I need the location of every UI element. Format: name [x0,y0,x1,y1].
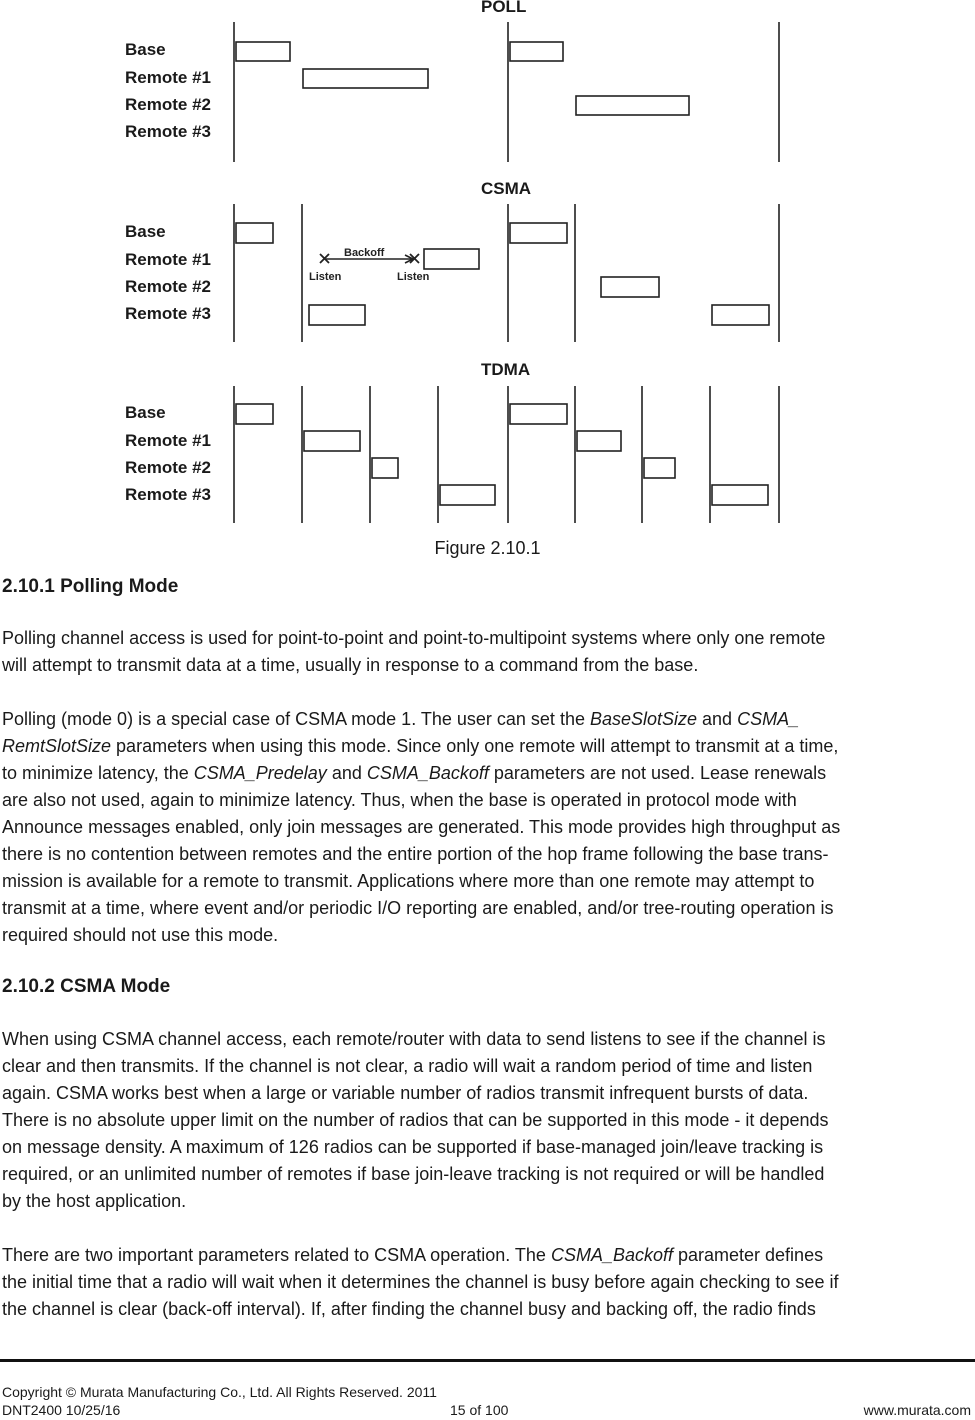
csma-label-remote2: Remote #2 [125,277,211,296]
tdma-slot-remote3 [440,485,495,505]
text-line: Polling (mode 0) is a special case of CSMA mode 1. The user can set the BaseSlotSize and CSMA_ [2,709,800,729]
timing-diagram-graphics [0,0,975,530]
text-line: the channel is clear (back-off interval). If, after finding the channel busy and backing off, the radio finds [2,1299,816,1319]
polling-paragraph-1 [2,625,972,679]
footer-url[interactable]: www.murata.com [863,1402,971,1418]
text-line: the initial time that a radio will wait when it determines the channel is busy before again checking to see if [2,1272,839,1292]
tdma-slot-remote3 [712,485,768,505]
poll-label-remote1: Remote #1 [125,68,211,87]
csma-label-base: Base [125,222,166,241]
text-line: there is no contention between remotes and the entire portion of the hop frame following the base trans- [2,844,829,864]
poll-title: POLL [481,0,527,16]
text-line: There is no absolute upper limit on the number of radios that can be supported in this mode - it depends [2,1110,829,1130]
text-line: will attempt to transmit data at a time, usually in response to a command from the base. [2,655,699,675]
poll-slot-remote2 [576,96,689,115]
csma-slot-remote1 [424,249,479,269]
csma-paragraph-1 [2,1026,972,1215]
listen-label-1: Listen [309,271,342,283]
text-line: mission is available for a remote to transmit. Applications where more than one remote may attempt to [2,871,815,891]
csma-label-remote1: Remote #1 [125,250,211,269]
section-heading-polling: 2.10.1 Polling Mode [2,576,179,597]
poll-slot-remote1 [303,69,428,88]
poll-label-remote3: Remote #3 [125,122,211,141]
csma-slot-remote2 [601,277,659,297]
text-line: are also not used, again to minimize latency. Thus, when the base is operated in protocol mode with [2,790,797,810]
tdma-slot-base [510,404,567,424]
csma-slot-base [236,223,273,243]
tdma-label-remote3: Remote #3 [125,485,211,504]
footer-page-number: 15 of 100 [450,1402,509,1418]
timing-figure [0,0,975,530]
poll-slot-base [510,42,563,61]
poll-label-base: Base [125,40,166,59]
text-line: RemtSlotSize parameters when using this mode. Since only one remote will attempt to transmit at a time, [2,736,839,756]
tdma-label-remote1: Remote #1 [125,431,211,450]
figure-caption: Figure 2.10.1 [434,538,541,558]
polling-paragraph-2 [2,706,972,949]
text-line: There are two important parameters related to CSMA operation. The CSMA_Backoff parameter defines [2,1245,824,1265]
tdma-slot-remote1 [304,431,360,451]
csma-slot-remote3 [712,305,769,325]
text-line: Announce messages enabled, only join messages are generated. This mode provides high throughput as [2,817,841,837]
tdma-label-remote2: Remote #2 [125,458,211,477]
tdma-slot-remote1 [577,431,621,451]
text-line: When using CSMA channel access, each remote/router with data to send listens to see if the channel is [2,1029,826,1049]
csma-slot-remote3 [309,305,365,325]
text-line: again. CSMA works best when a large or variable number of radios transmit infrequent bursts of data. [2,1083,809,1103]
tdma-title: TDMA [481,360,531,379]
text-line: by the host application. [2,1191,187,1211]
poll-label-remote2: Remote #2 [125,95,211,114]
csma-title: CSMA [481,179,532,198]
tdma-label-base: Base [125,403,166,422]
tdma-slot-base [236,404,273,424]
footer-copyright: Copyright © Murata Manufacturing Co., Ltd. All Rights Reserved. 2011 [2,1384,437,1400]
poll-slot-base [236,42,290,61]
text-line: clear and then transmits. If the channel is not clear, a radio will wait a random period of time and listen [2,1056,813,1076]
csma-slot-base [510,223,567,243]
csma-paragraph-2 [2,1242,972,1323]
listen-label-2: Listen [397,271,430,283]
tdma-slot-remote2 [372,458,398,478]
footer-doc-id: DNT2400 10/25/16 [2,1402,121,1418]
text-line: required, or an unlimited number of remotes if base join-leave tracking is not required or will be handled [2,1164,825,1184]
tdma-slot-remote2 [644,458,675,478]
footer-rule [0,1359,975,1362]
section-heading-csma: 2.10.2 CSMA Mode [2,976,171,997]
text-line: required should not use this mode. [2,925,279,945]
backoff-label: Backoff [344,247,385,259]
text-line: transmit at a time, where event and/or periodic I/O reporting are enabled, and/or tree-routing operation is [2,898,834,918]
text-line: on message density. A maximum of 126 radios can be supported if base-managed join/leave tracking is [2,1137,824,1157]
text-line: Polling channel access is used for point-to-point and point-to-multipoint systems where only one remote [2,628,826,648]
csma-label-remote3: Remote #3 [125,304,211,323]
text-line: to minimize latency, the CSMA_Predelay and CSMA_Backoff parameters are not used. Lease renewals [2,763,827,783]
